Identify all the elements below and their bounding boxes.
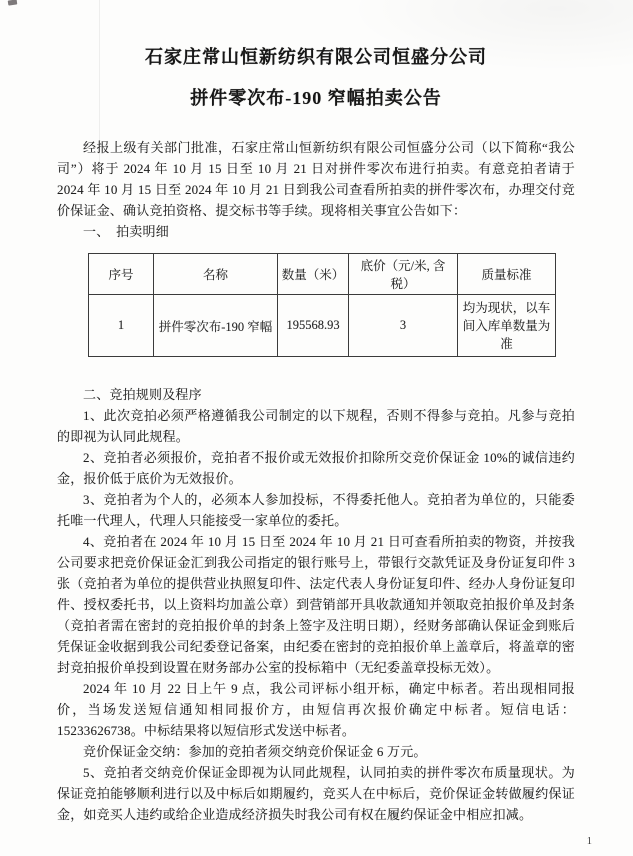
- table-header-base-price: 底价（元/米, 含税）: [349, 254, 458, 295]
- auction-detail-table: [88, 253, 556, 357]
- cell-quantity: 195568.93: [278, 295, 349, 357]
- rule-paragraph-5: 5、竞拍者交纳竞价保证金即视为认同此规程，认同拍卖的拼件零次布质量现状。为保证竞拍能够顺利进行以及中标后如期履约，竞买人在中标后，竞价保证金转做履约保证金，如竞买人违约或给企业造成经济损失时我公司有权在履约保证金中相应扣减。: [57, 765, 575, 822]
- table-header-row: [89, 254, 556, 295]
- page-number: 1: [586, 836, 592, 847]
- table-header-quality: 质量标准: [458, 254, 556, 295]
- scan-artifact-speck: [8, 0, 18, 6]
- scan-artifact-line: [99, 0, 100, 172]
- table-header-name: 名称: [154, 254, 278, 295]
- rules-section: [57, 384, 575, 825]
- intro-paragraph: 经报上级有关部门批准，石家庄常山恒新纺织有限公司恒盛分公司（以下简称“我公司”）将于 2024 年 10 月 15 日至 10 月 21 日对拼件零次布进行拍卖。有意竞拍者请于 2024 年 10 月 15 日至 2024 年 10 月 21 日到我公司查看所拍卖的拼件零次布，办理交付竞价保证金、确认竞拍资格、提交标书等手续。现将相关事宜公告如下：: [57, 140, 575, 218]
- section2-heading: 二、竞拍规则及程序: [83, 387, 202, 402]
- rule-paragraph-1: 1、此次竞拍必须严格遵循我公司制定的以下规程，否则不得参与竞拍。凡参与竞拍的即视为认同此规程。: [57, 408, 575, 444]
- cell-seq: 1: [89, 295, 154, 357]
- table-row: [89, 295, 556, 357]
- cell-base-price: 3: [349, 295, 458, 357]
- cell-quality: 均为现状，以车间入库单数量为准: [458, 295, 556, 357]
- table-header-quantity: 数量（米）: [278, 254, 349, 295]
- document-title-line2: 拼件零次布-190 窄幅拍卖公告: [190, 88, 442, 108]
- document-title-line1: 石家庄常山恒新纺织有限公司恒盛分公司: [145, 47, 487, 67]
- rule-paragraph-2: 2、竞拍者必须报价，竞拍者不报价或无效报价扣除所交竞价保证金 10%的诚信违约金，报价低于底价为无效报价。: [57, 450, 575, 486]
- rule-paragraph-4: 4、竞拍者在 2024 年 10 月 15 日至 2024 年 10 月 21 日可查看所拍卖的物资，并按我公司要求把竞价保证金汇到我公司指定的银行账号上，带银行交款凭证及身份证复印件 3 张（竞拍者为单位的提供营业执照复印件、法定代表人身份证复印件、经办人身份证复印件、授权委托书，以上资料均加盖公章）到营销部开具收款通知并领取竞拍报价单及封条（竞拍者需在密封的竞拍报价单的封条上签字及注明日期），经财务部确认保证金到账后凭保证金收据到我公司纪委登记备案，由纪委在密封的竞拍报价单上盖章后，将盖章的密封竞拍报价单投到设置在财务部办公室的投标箱中（无纪委盖章投标无效）。: [57, 534, 575, 675]
- section1-heading: 一、 拍卖明细: [83, 224, 169, 239]
- bid-opening-paragraph: 2024 年 10 月 22 日上午 9 点，我公司评标小组开标，确定中标者。若出现相同报价，当场发送短信通知相同报价方，由短信再次报价确定中标者。短信电话：15233626738。中标结果将以短信形式发送中标者。: [57, 681, 575, 738]
- cell-name: 拼件零次布-190 窄幅: [154, 295, 278, 357]
- rule-paragraph-3: 3、竞拍者为个人的，必须本人参加投标，不得委托他人。竞拍者为单位的，只能委托唯一代理人，代理人只能接受一家单位的委托。: [57, 492, 575, 528]
- table-header-seq: 序号: [89, 254, 154, 295]
- deposit-paragraph: 竞价保证金交纳：参加的竞拍者须交纳竞价保证金 6 万元。: [83, 744, 427, 759]
